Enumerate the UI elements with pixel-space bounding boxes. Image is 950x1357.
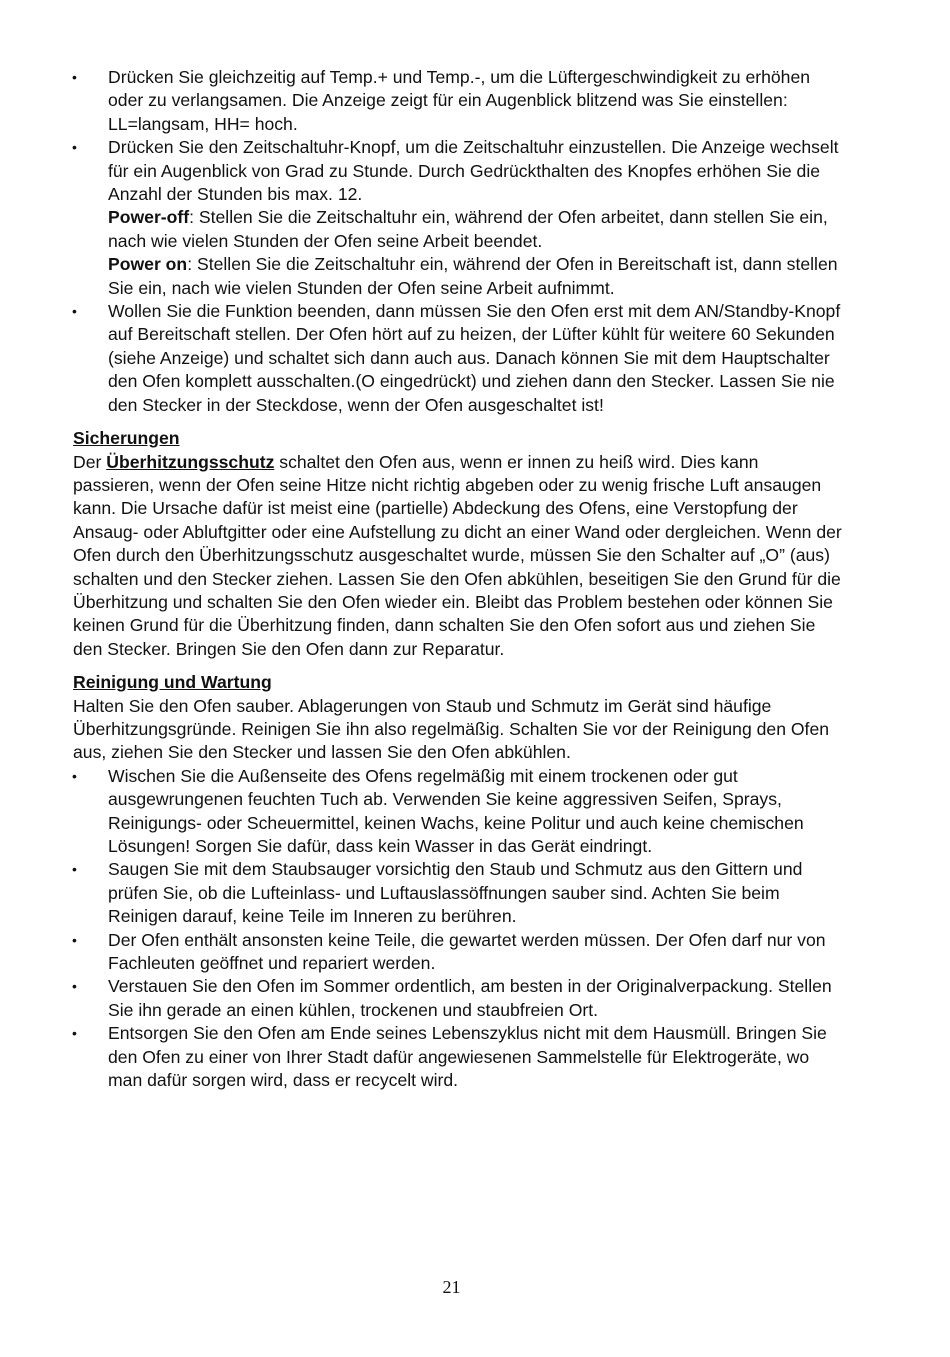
list-item — [73, 858, 843, 928]
list-item — [73, 66, 843, 136]
bullet: • — [72, 931, 77, 948]
list-item — [73, 300, 843, 417]
list-item-text: Entsorgen Sie den Ofen am Ende seines Lebenszyklus nicht mit dem Hausmüll. Bringen Sie den Ofen zu einer von Ihrer Stadt dafür angewiesenen Sammelstelle für Elektrogeräte, wo man dafür sorgen wird, dass er recycelt wird. — [108, 1023, 827, 1091]
bullet: • — [72, 303, 77, 320]
list-item-text: Wischen Sie die Außenseite des Ofens regelmäßig mit einem trockenen oder gut ausgewrungenen feuchten Tuch ab. Verwenden Sie keine aggressiven Seifen, Sprays, Reinigungs- oder Scheuermittel, keinen Wachs, keine Politur und auch keine chemischen Lösungen! Sorgen Sie dafür, dass kein Wasser in das Gerät eindringt. — [108, 765, 804, 856]
power-on-paragraph — [108, 253, 843, 300]
power-on-label: Power on — [108, 254, 188, 275]
paragraph-text: schaltet den Ofen aus, wenn er innen zu heiß wird. Dies kann passieren, wenn der Ofen seine Hitze nicht richtig abgeben oder zu wenig frische Luft ansaugen kann. Die Ursache dafür ist meist eine (partielle) Abdeckung des Ofens, eine Verstopfung der Ansaug- oder Abluftgitter oder eine Aufstellung zu dicht an einer Wand oder dergleichen. Wenn der Ofen durch den Überhitzungsschutz ausgeschaltet wurde, müssen Sie den Schalter auf „O” (aus) schalten und den Stecker ziehen. Lassen Sie den Ofen abkühlen, beseitigen Sie den Grund für die Überhitzung und schalten Sie den Ofen wieder ein. Bleibt das Problem bestehen oder können Sie keinen Grund für die Überhitzung finden, dann schalten Sie den Ofen sofort aus und ziehen Sie den Stecker. Bringen Sie den Ofen dann zur Reparatur. — [73, 451, 842, 659]
document-page — [73, 66, 843, 1092]
bullet: • — [72, 767, 77, 784]
list-item-text: Verstauen Sie den Ofen im Sommer ordentlich, am besten in der Originalverpackung. Stellen Sie ihn gerade an einen kühlen, trockenen und staubfreien Ort. — [108, 976, 832, 1020]
list-item — [73, 136, 843, 300]
section-paragraph — [73, 451, 843, 662]
section-paragraph: Halten Sie den Ofen sauber. Ablagerungen von Staub und Schmutz im Gerät sind häufige Überhitzungsgründe. Reinigen Sie ihn also regelmäßig. Schalten Sie vor der Reinigung den Ofen aus, ziehen Sie den Stecker und lassen Sie den Ofen abkühlen. — [73, 695, 830, 763]
power-off-paragraph — [108, 206, 843, 253]
power-on-text: : Stellen Sie die Zeitschaltuhr ein, während der Ofen in Bereitschaft ist, dann stellen Sie ein, nach wie vielen Stunden der Ofen seine Arbeit aufnimmt. — [108, 254, 838, 298]
power-off-label: Power-off — [108, 207, 190, 228]
bullet: • — [72, 69, 77, 85]
intro-word: Der — [73, 451, 102, 472]
power-off-text: : Stellen Sie die Zeitschaltuhr ein, während der Ofen arbeitet, dann stellen Sie ein, nach wie vielen Stunden der Ofen seine Arbeit beendet. — [108, 207, 828, 251]
bullet: • — [72, 139, 77, 156]
bullet: • — [72, 861, 77, 878]
list-item-text: Saugen Sie mit dem Staubsauger vorsichtig den Staub und Schmutz aus den Gittern und prüfen Sie, ob die Lufteinlass- und Luftauslassöffnungen sauber sind. Achten Sie beim Reinigen darauf, keine Teile im Inneren zu berühren. — [108, 859, 803, 927]
list-item-text: Der Ofen enthält ansonsten keine Teile, die gewartet werden müssen. Der Ofen darf nur von Fachleuten geöffnet und repariert werden. — [108, 929, 826, 974]
settings-list — [73, 66, 843, 417]
bullet: • — [72, 978, 77, 995]
section-heading: Sicherungen — [73, 428, 180, 449]
reinigung-section — [73, 671, 843, 1092]
overheat-term: Überhitzungsschutz — [106, 451, 275, 472]
list-item — [73, 975, 843, 1022]
section-heading: Reinigung und Wartung — [73, 672, 272, 693]
list-item — [73, 929, 843, 976]
list-item — [73, 765, 843, 859]
cleaning-list — [73, 765, 843, 1093]
list-item — [73, 1022, 843, 1092]
sicherungen-section — [73, 427, 843, 661]
page-number: 21 — [442, 1277, 461, 1297]
list-item-text: Wollen Sie die Funktion beenden, dann müssen Sie den Ofen erst mit dem AN/Standby-Knopf auf Bereitschaft stellen. Der Ofen hört auf zu heizen, der Lüfter kühlt für weitere 60 Sekunden (siehe Anzeige) und schaltet sich dann auch aus. Danach können Sie mit dem Hauptschalter den Ofen komplett ausschalten.(O eingedrückt) und ziehen dann den Stecker. Lassen Sie nie den Stecker in der Steckdose, wenn der Ofen ausgeschaltet ist! — [108, 301, 841, 415]
bullet: • — [72, 1025, 77, 1042]
list-item-text: Drücken Sie gleichzeitig auf Temp.+ und Temp.-, um die Lüftergeschwindigkeit zu erhöhen oder zu verlangsamen. Die Anzeige zeigt für ein Augenblick blitzend was Sie einstellen: LL=langsam, HH= hoch. — [108, 67, 811, 134]
list-item-text: Drücken Sie den Zeitschaltuhr-Knopf, um die Zeitschaltuhr einzustellen. Die Anzeige wechselt für ein Augenblick von Grad zu Stunde. Durch Gedrückthalten des Knopfes erhöhen Sie die Anzahl der Stunden bis max. 12. — [108, 137, 839, 205]
